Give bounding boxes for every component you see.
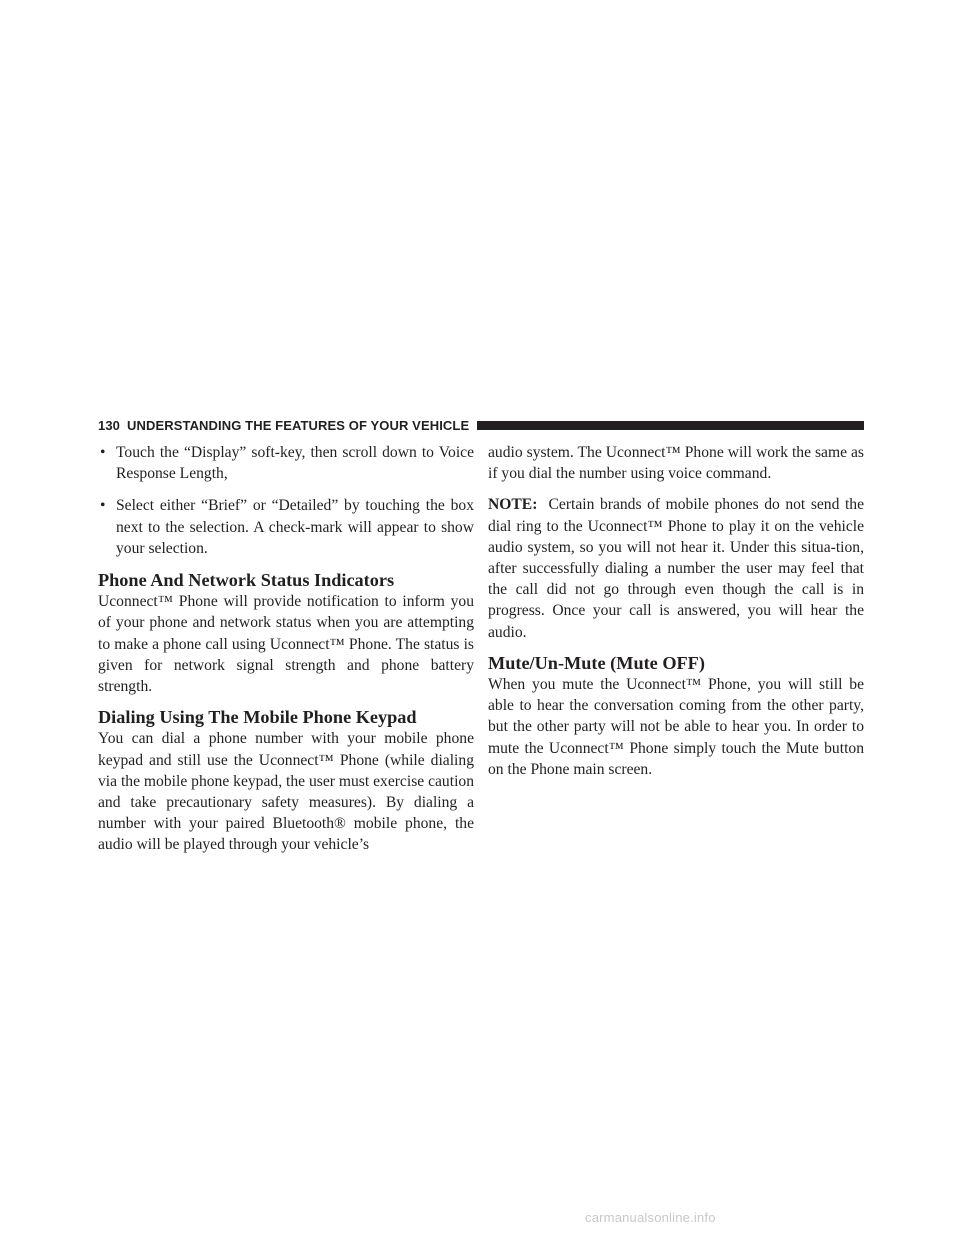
bullet-text: Select either “Brief” or “Detailed” by touching the box next to the selection. A check-mark will appear to show your selection. xyxy=(116,497,474,557)
section-heading-dialing-keypad: Dialing Using The Mobile Phone Keypad xyxy=(98,707,417,728)
note-text: Certain brands of mobile phones do not send the dial ring to the Uconnect™ Phone to play it on the vehicle audio system, so you will not hear it. Under this situa-tion, after successfully dialing a number the user may feel that the call did not go through even though the call is in progress. Once your call is answered, you will hear the audio. xyxy=(488,496,865,641)
note-label: NOTE: xyxy=(488,496,538,514)
bullet-text: Touch the “Display” soft-key, then scroll down to Voice Response Length, xyxy=(116,444,474,483)
note-paragraph xyxy=(488,494,864,642)
section-heading-mute: Mute/Un-Mute (Mute OFF) xyxy=(488,652,705,673)
header-rule xyxy=(477,421,864,430)
section-title: UNDERSTANDING THE FEATURES OF YOUR VEHICLE xyxy=(127,417,470,433)
right-column xyxy=(488,442,864,780)
section-body-status-indicators: Uconnect™ Phone will provide notification to inform you of your phone and network status when you are attempting to make a phone call using Uconnect™ Phone. The status is given for network signal strength and phone battery strength. xyxy=(98,593,474,696)
continuation-paragraph: audio system. The Uconnect™ Phone will work the same as if you dial the number using voice command. xyxy=(488,444,864,483)
page-header xyxy=(98,415,864,435)
section-heading-status-indicators: Phone And Network Status Indicators xyxy=(98,570,395,591)
bullet-item xyxy=(98,442,474,484)
section-body-mute: When you mute the Uconnect™ Phone, you will still be able to hear the conversation coming from the other party, but the other party will not be able to hear you. In order to mute the Uconnect™ Phone simply touch the Mute button on the Phone main screen. xyxy=(488,676,864,778)
left-column xyxy=(98,442,474,856)
page-number: 130 xyxy=(98,417,120,433)
bullet-item xyxy=(98,495,474,559)
bullet-icon: • xyxy=(100,444,106,461)
bullet-icon: • xyxy=(100,497,106,515)
section-body-dialing-keypad: You can dial a phone number with your mobile phone keypad and still use the Uconnect™ Phone (while dialing via the mobile phone keypad, the user must exercise caution and take precautionary safety measures). By dialing a number with your paired Bluetooth® mobile phone, the audio will be played through your vehicle’s xyxy=(98,730,474,854)
watermark: carmanualsonline.info xyxy=(585,1210,716,1225)
